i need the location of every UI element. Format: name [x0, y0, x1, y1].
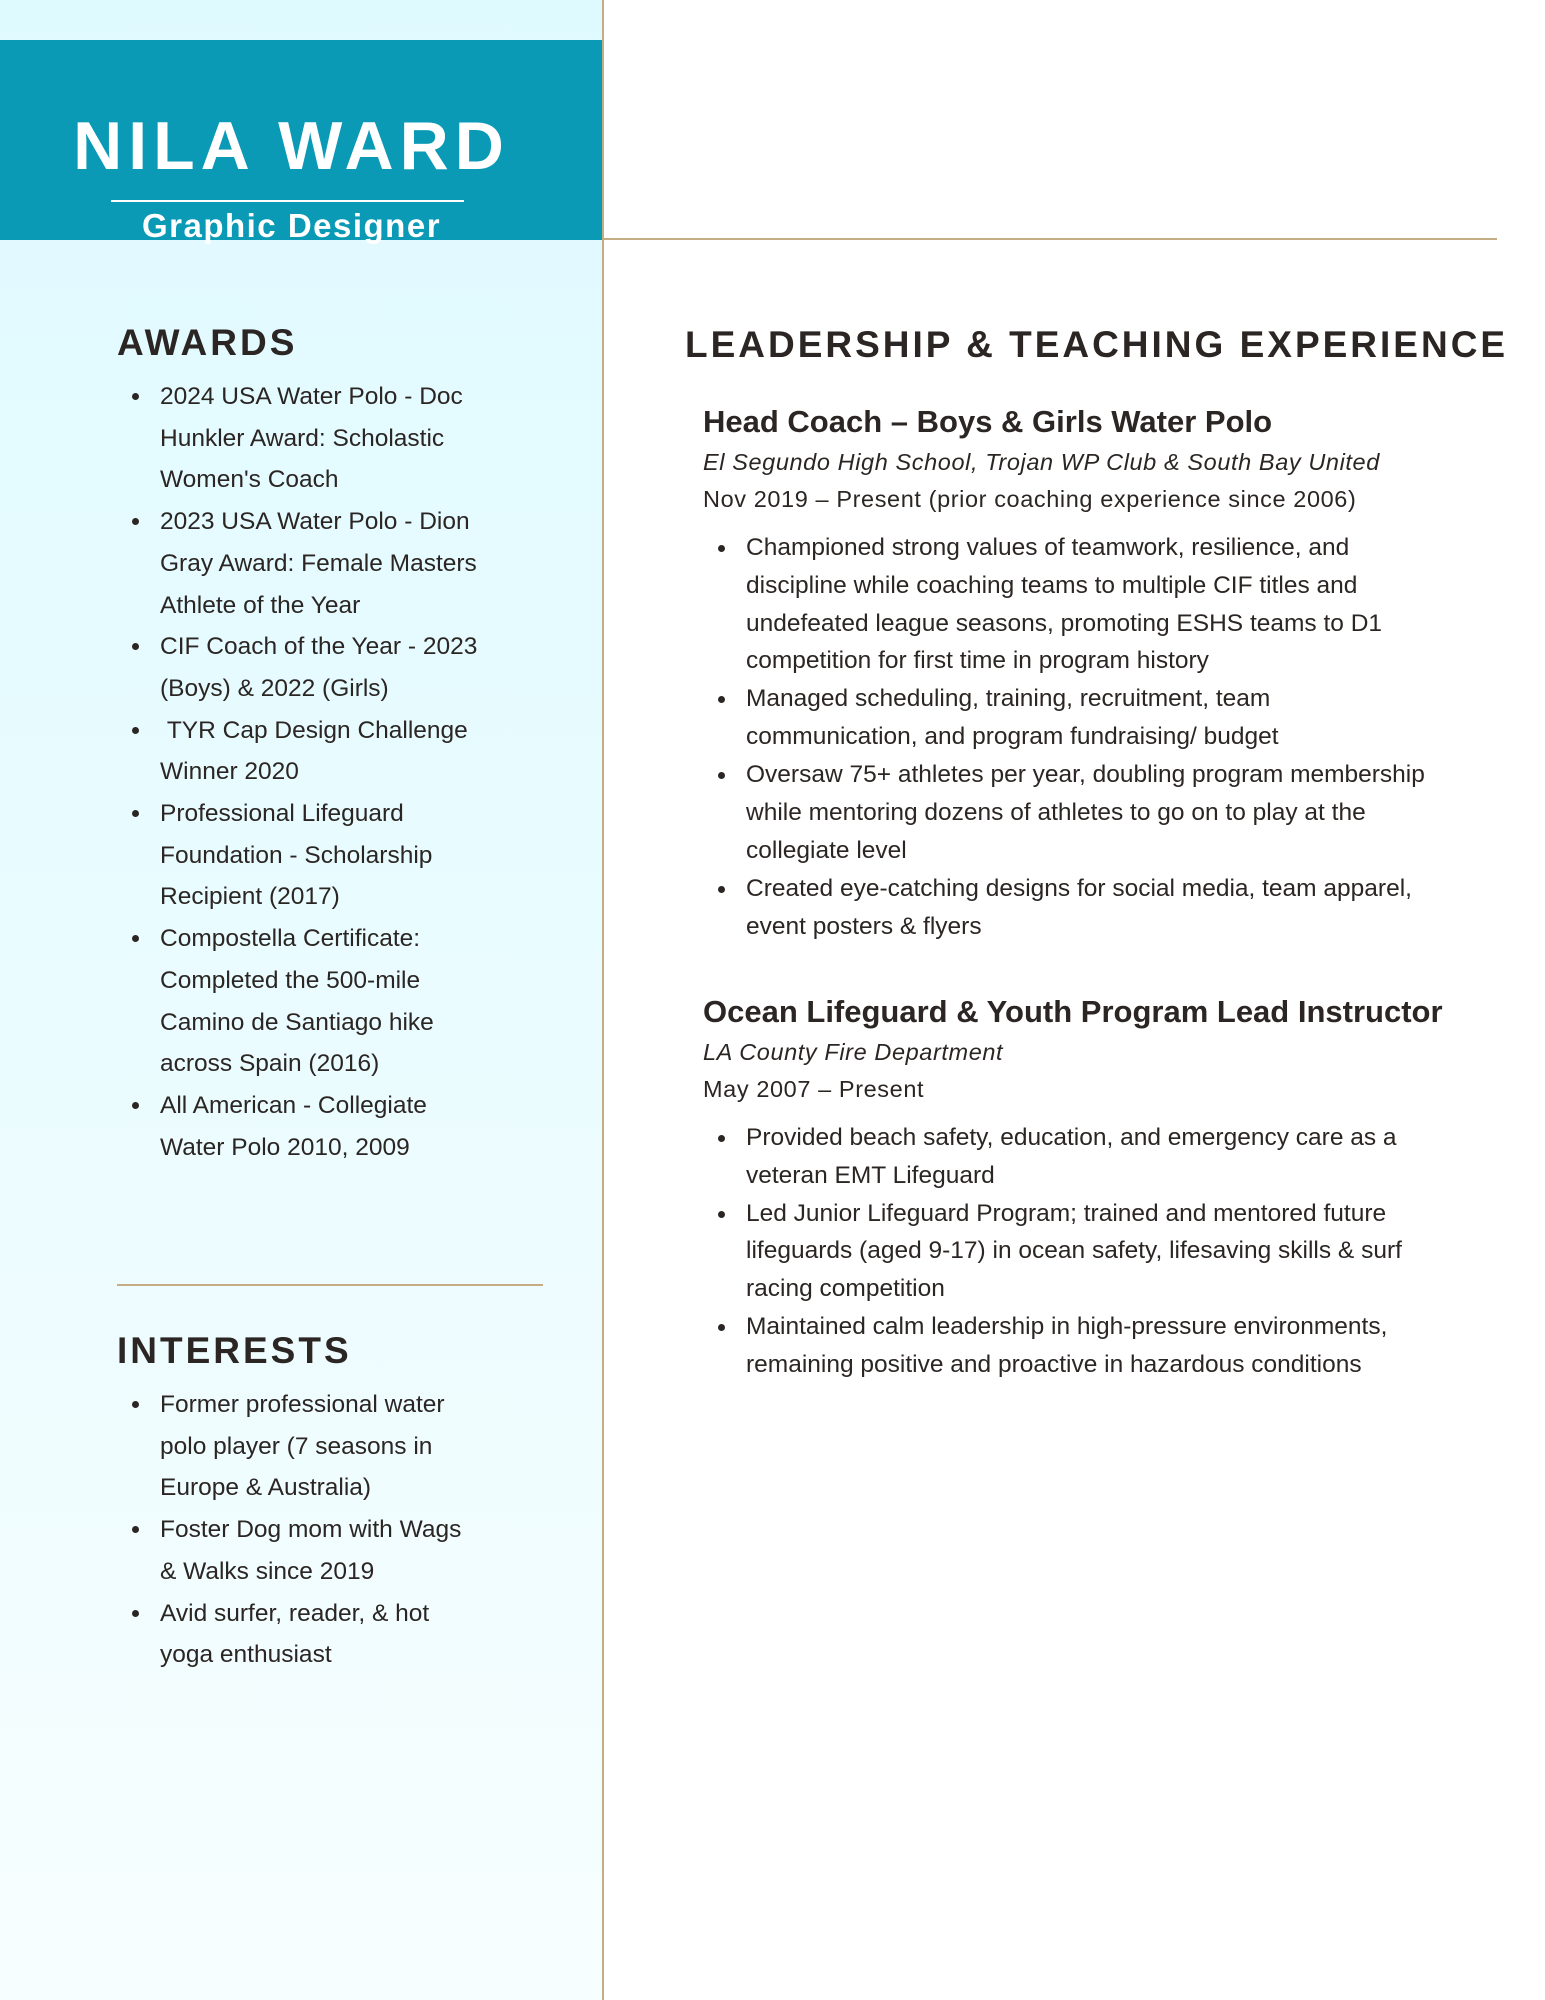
- list-item: CIF Coach of the Year - 2023 (Boys) & 2022 (Girls): [117, 626, 557, 709]
- list-item: Compostella Certificate: Completed the 500-mile Camino de Santiago hike across Spain (2016): [117, 918, 557, 1085]
- list-item: Led Junior Lifeguard Program; trained and mentored future lifeguards (aged 9-17) in ocean safety, lifesaving skills & surf racing competition: [703, 1195, 1448, 1309]
- list-item: Former professional water polo player (7 seasons in Europe & Australia): [117, 1384, 557, 1509]
- job-bullets: [703, 1119, 1448, 1384]
- job-organization: El Segundo High School, Trojan WP Club & South Bay United: [703, 448, 1380, 475]
- experience-heading: LEADERSHIP & TEACHING EXPERIENCE: [685, 324, 1509, 365]
- list-item: Managed scheduling, training, recruitment, team communication, and program fundraising/ budget: [703, 680, 1443, 756]
- interests-list: [117, 1384, 557, 1676]
- column-divider: [602, 0, 604, 2000]
- list-item: Oversaw 75+ athletes per year, doubling program membership while mentoring dozens of athletes to go on to play at the collegiate level: [703, 756, 1443, 870]
- job-dates: May 2007 – Present: [703, 1075, 925, 1102]
- job-bullets: [703, 529, 1443, 946]
- awards-heading: AWARDS: [117, 322, 298, 363]
- awards-list: [117, 376, 557, 1168]
- job-dates: Nov 2019 – Present (prior coaching experience since 2006): [703, 485, 1357, 512]
- list-item: Avid surfer, reader, & hot yoga enthusiast: [117, 1593, 557, 1676]
- job-title: Head Coach – Boys & Girls Water Polo: [703, 404, 1273, 439]
- list-item: Maintained calm leadership in high-pressure environments, remaining positive and proactive in hazardous conditions: [703, 1308, 1448, 1384]
- name-divider: [111, 200, 464, 202]
- list-item: TYR Cap Design Challenge Winner 2020: [117, 710, 557, 793]
- list-item: Professional Lifeguard Foundation - Scholarship Recipient (2017): [117, 793, 557, 918]
- sidebar-divider: [117, 1284, 543, 1286]
- list-item: Provided beach safety, education, and emergency care as a veteran EMT Lifeguard: [703, 1119, 1448, 1195]
- job-title: Ocean Lifeguard & Youth Program Lead Instructor: [703, 994, 1443, 1029]
- job-entry: [703, 993, 1493, 1384]
- list-item: 2024 USA Water Polo - Doc Hunkler Award: Scholastic Women's Coach: [117, 376, 557, 501]
- header-divider: [602, 238, 1497, 240]
- list-item: All American - Collegiate Water Polo 2010, 2009: [117, 1085, 557, 1168]
- list-item: Championed strong values of teamwork, resilience, and discipline while coaching teams to multiple CIF titles and undefeated league seasons, promoting ESHS teams to D1 competition for first time in program history: [703, 529, 1443, 681]
- job-entry: [703, 403, 1493, 946]
- list-item: Foster Dog mom with Wags & Walks since 2019: [117, 1509, 557, 1592]
- list-item: 2023 USA Water Polo - Dion Gray Award: Female Masters Athlete of the Year: [117, 501, 557, 626]
- job-role: Graphic Designer: [141, 207, 442, 244]
- interests-heading: INTERESTS: [117, 1330, 352, 1371]
- job-organization: LA County Fire Department: [703, 1038, 1004, 1065]
- person-name: NILA WARD: [73, 108, 510, 184]
- name-banner: [0, 40, 603, 244]
- list-item: Created eye-catching designs for social media, team apparel, event posters & flyers: [703, 870, 1443, 946]
